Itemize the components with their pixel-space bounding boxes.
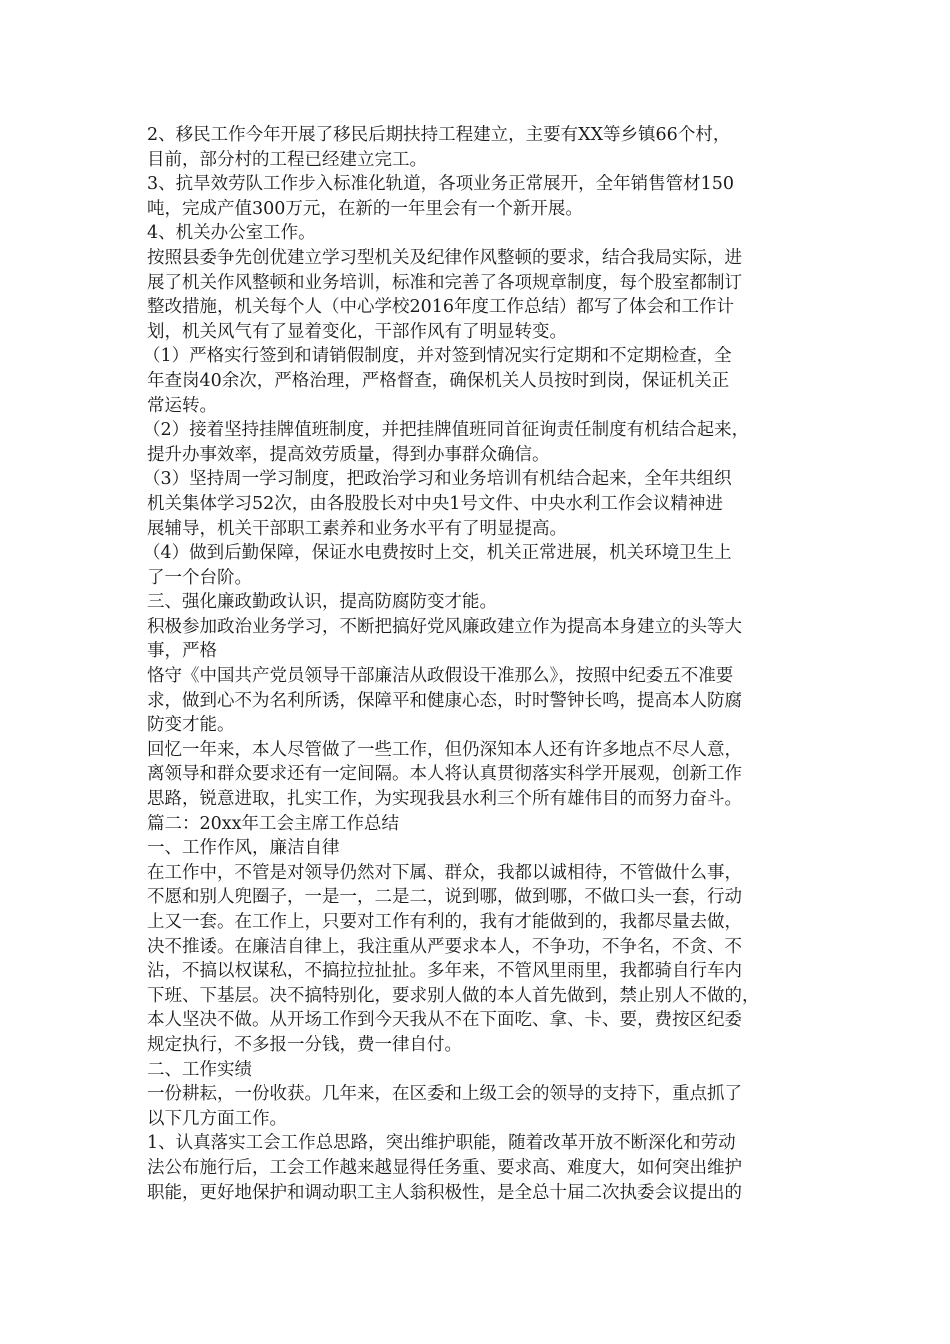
text-line: 篇二：20xx年工会主席工作总结	[147, 813, 400, 834]
text-line: 了一个台阶。	[147, 567, 252, 588]
text-line: 目前，部分村的工程已经建立完工。	[147, 149, 427, 170]
text-line: 1、认真落实工会工作总思路，突出维护职能，随着改革开放不断深化和劳动	[147, 1133, 736, 1154]
text-line: 离领导和群众要求还有一定间隔。本人将认真贯彻落实科学开展观，创新工作	[147, 764, 742, 785]
text-line: 年查岗40余次，严格治理，严格督查，确保机关人员按时到岗，保证机关正	[147, 370, 730, 391]
text-line: 常运转。	[147, 395, 217, 416]
text-line: 求，做到心不为名利所诱，保障平和健康心态，时时警钟长鸣，提高本人防腐	[147, 690, 742, 711]
text-line: 下班、下基层。决不搞特别化，要求别人做的本人首先做到，禁止别人不做的，	[147, 985, 760, 1006]
text-line: 恪守《中国共产党员领导干部廉洁从政假设干准那么》，按照中纪委五不准要	[147, 666, 734, 687]
text-line: 回忆一年来，本人尽管做了一些工作，但仍深知本人还有许多地点不尽人意，	[147, 739, 742, 760]
text-line: 法公布施行后，工会工作越来越显得任务重、要求高、难度大，如何突出维护	[147, 1157, 742, 1178]
text-line: 提升办事效率，提高效劳质量，得到办事群众确信。	[147, 444, 550, 465]
text-line: （4）做到后勤保障，保证水电费按时上交，机关正常进展，机关环境卫生上	[143, 543, 732, 564]
text-line: 三、强化廉政勤政认识，提高防腐防变才能。	[147, 592, 497, 613]
text-line: 本人坚决不做。从开场工作到今天我从不在下面吃、拿、卡、要，费按区纪委	[147, 1010, 742, 1031]
text-line: 展了机关作风整顿和业务培训，标准和完善了各项规章制度，每个股室都制订	[147, 272, 742, 293]
text-line: 在工作中，不管是对领导仍然对下属、群众，我都以诚相待，不管做什么事，	[147, 862, 742, 883]
text-line: （1）严格实行签到和请销假制度，并对签到情况实行定期和不定期检查，全	[143, 346, 732, 367]
text-line: 决不推诿。在廉洁自律上，我注重从严要求本人，不争功，不争名，不贪、不	[147, 936, 742, 957]
text-line: 以下几方面工作。	[147, 1108, 287, 1129]
text-line: 职能，更好地保护和调动职工主人翁积极性，是全总十届二次执委会议提出的	[147, 1182, 742, 1203]
text-line: 2、移民工作今年开展了移民后期扶持工程建立，主要有XX等乡镇66个村，	[147, 125, 731, 145]
text-line: 按照县委争先创优建立学习型机关及纪律作风整顿的要求，结合我局实际，进	[147, 247, 742, 268]
text-line: 规定执行，不多报一分钱，费一律自付。	[147, 1034, 462, 1055]
text-line: 思路，锐意进取，扎实工作，为实现我县水利三个所有雄伟目的而努力奋斗。	[147, 789, 742, 810]
text-line: （3）坚持周一学习制度，把政治学习和业务培训有机结合起来，全年共组织	[143, 469, 732, 490]
text-line: 沾，不搞以权谋私，不搞拉拉扯扯。多年来，不管风里雨里，我都骑自行车内	[147, 961, 742, 982]
text-line: （2）接着坚持挂牌值班制度，并把挂牌值班同首征询责任制度有机结合起来，	[143, 420, 750, 441]
text-line: 一、工作作风，廉洁自律	[147, 838, 340, 859]
text-line: 二、工作实绩	[147, 1059, 252, 1080]
text-line: 3、抗旱效劳队工作步入标准化轨道，各项业务正常展开，全年销售管材150	[147, 174, 735, 195]
text-line: 防变才能。	[147, 715, 235, 736]
text-line: 4、机关办公室工作。	[147, 223, 316, 244]
text-line: 积极参加政治业务学习，不断把搞好党风廉政建立作为提高本身建立的头等大	[147, 616, 742, 637]
text-line: 事，严格	[147, 641, 217, 662]
text-line: 一份耕耘，一份收获。几年来，在区委和上级工会的领导的支持下，重点抓了	[147, 1084, 742, 1105]
text-line: 整改措施，机关每个人（中心学校2016年度工作总结）都写了体会和工作计	[147, 297, 735, 318]
text-line: 机关集体学习52次，由各股股长对中央1号文件、中央水利工作会议精神进	[147, 493, 723, 514]
document-body	[143, 123, 812, 1205]
text-line: 展辅导，机关干部职工素养和业务水平有了明显提高。	[147, 518, 567, 539]
text-line: 吨，完成产值300万元，在新的一年里会有一个新开展。	[147, 198, 583, 219]
text-line: 划，机关风气有了显着变化，干部作风有了明显转变。	[147, 321, 567, 342]
text-line: 上又一套。在工作上，只要对工作有利的，我有才能做到的，我都尽量去做，	[147, 912, 742, 932]
text-line: 不愿和别人兜圈子，一是一，二是二，说到哪，做到哪，不做口头一套，行动	[147, 887, 742, 908]
